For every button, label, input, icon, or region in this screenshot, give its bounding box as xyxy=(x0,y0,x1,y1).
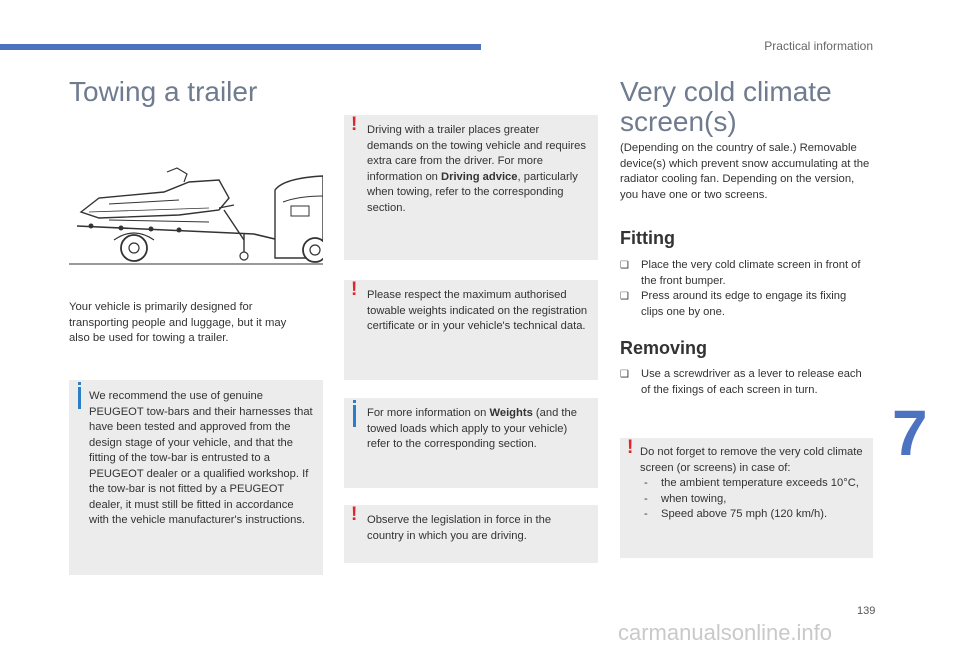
bullet-icon: ❑ xyxy=(620,291,629,302)
warning-box-driving xyxy=(344,115,598,260)
header-accent-bar xyxy=(0,44,481,50)
warning-driving-text-b: , particularly when towing, refer to the corresponding section. xyxy=(367,170,578,214)
watermark: carmanualsonline.info xyxy=(618,620,833,645)
bullet-icon: ❑ xyxy=(620,369,629,380)
warning-box-weights xyxy=(344,280,598,380)
chapter-number: 7 xyxy=(892,397,928,469)
info-box-towbar xyxy=(69,380,323,575)
bullet-icon: ❑ xyxy=(620,260,629,271)
warning-driving-text-a: Driving with a trailer places greater demands on the towing vehicle and requires extra care from the driver. For more information on xyxy=(367,124,586,183)
list-item: ❑ Press around its edge to engage its fixing clips one by one. xyxy=(620,290,847,318)
list-item: - Speed above 75 mph (120 km/h). xyxy=(640,507,863,523)
fitting-heading: Fitting xyxy=(620,228,675,248)
list-item: ❑ Place the very cold climate screen in front of the front bumper. xyxy=(620,259,861,287)
info-box-towbar-text: We recommend the use of genuine PEUGEOT tow-bars and their harnesses that have been tested and approved from the design stage of your vehicle, and that the fitting of the tow-bar is entrusted to a PEUGEOT dealer or a qualified workshop. If the tow-bar is not fitted by a PEUGEOT dealer, it must still be fitted in accordance with the vehicle manufacturer's instructions. xyxy=(89,390,313,526)
info-weights-link: Weights xyxy=(489,407,533,419)
trailer-illustration xyxy=(69,160,323,266)
jetski-trailer-icon xyxy=(69,160,323,266)
list-item: - when towing, xyxy=(640,492,863,508)
info-weights-text-a: For more information on xyxy=(367,407,490,419)
warning-icon: ! xyxy=(627,437,634,458)
info-icon xyxy=(353,405,356,427)
cold-screen-title: Very cold climate screen(s) xyxy=(620,76,832,137)
page-number: 139 xyxy=(857,605,876,617)
info-weights-text-b: (and the towed loads which apply to your vehicle) refer to the corresponding section. xyxy=(367,407,577,450)
warning-box-cold-screen xyxy=(620,438,873,558)
warning-cold-intro: Do not forget to remove the very cold climate screen (or screens) in case of: xyxy=(640,446,863,474)
cold-screen-intro: (Depending on the country of sale.) Removable device(s) which prevent snow accumulating at the radiator cooling fan. Depending on the version, you have one or two screens. xyxy=(620,142,870,201)
warning-cold-list xyxy=(640,476,863,523)
warning-icon: ! xyxy=(351,279,358,300)
list-item: ❑ Use a screwdriver as a lever to release each of the fixings of each screen in turn. xyxy=(620,368,862,396)
towing-title: Towing a trailer xyxy=(69,76,258,107)
warning-legislation-text: Observe the legislation in force in the country in which you are driving. xyxy=(367,514,552,542)
warning-box-legislation xyxy=(344,505,598,563)
list-item: - the ambient temperature exceeds 10°C, xyxy=(640,476,863,492)
warning-driving-link: Driving advice xyxy=(441,170,518,183)
removing-heading: Removing xyxy=(620,338,708,358)
section-title: Practical information xyxy=(764,39,873,53)
info-icon xyxy=(78,387,81,409)
warning-icon: ! xyxy=(351,114,358,135)
towing-intro: Your vehicle is primarily designed for transporting people and luggage, but it may also be used for towing a trailer. xyxy=(69,301,287,344)
warning-icon: ! xyxy=(351,504,358,525)
warning-weights-text: Please respect the maximum authorised towable weights indicated on the registration certificate or in your vehicle's technical data. xyxy=(367,289,588,332)
info-box-weights xyxy=(344,398,598,488)
